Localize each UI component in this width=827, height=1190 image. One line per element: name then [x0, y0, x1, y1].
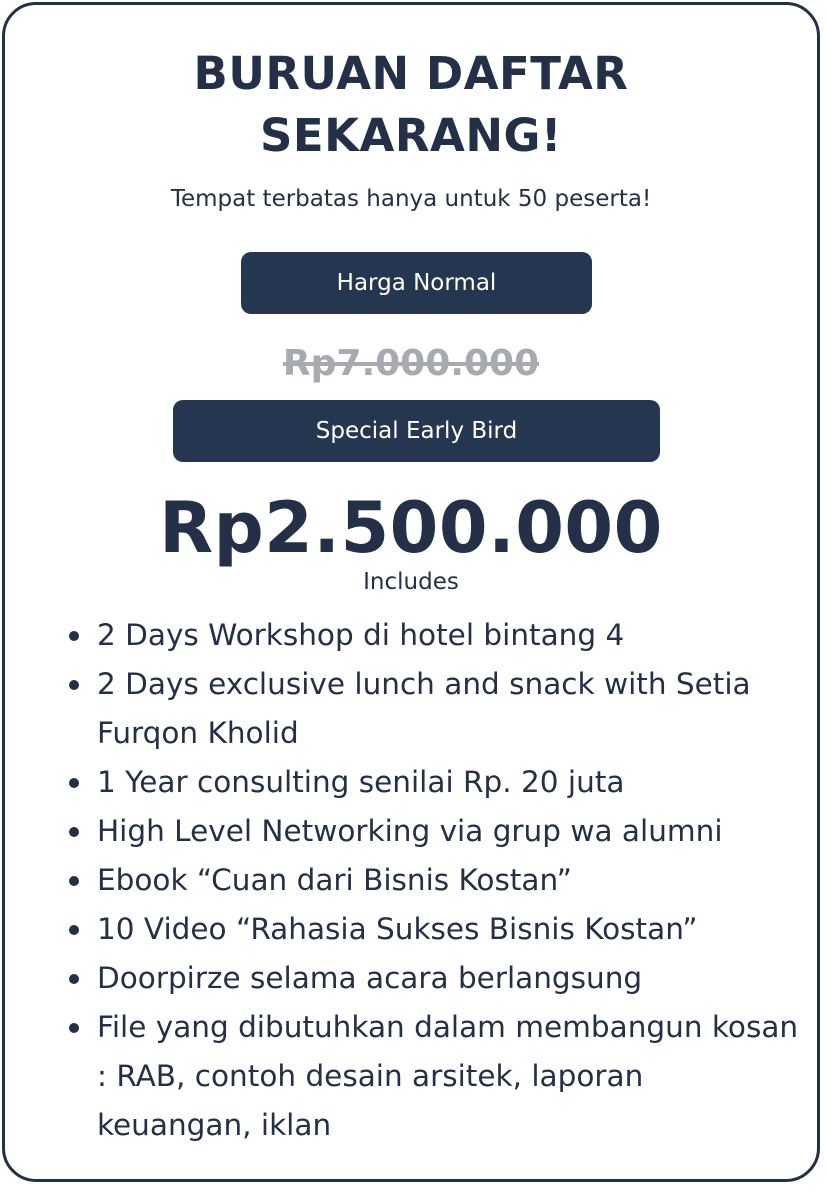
- includes-label: Includes: [363, 569, 459, 595]
- feature-text: 2 Days Workshop di hotel bintang 4: [97, 618, 625, 652]
- headline-line-1: BURUAN DAFTAR: [193, 47, 629, 100]
- feature-text: 2 Days exclusive lunch and snack with Setia Furqon Kholid: [97, 667, 751, 750]
- bullet-icon: [69, 827, 79, 837]
- page-title: [5, 43, 817, 167]
- list-item: [5, 905, 805, 954]
- feature-text: Ebook “Cuan dari Bisnis Kostan”: [97, 863, 572, 897]
- bullet-icon: [69, 631, 79, 641]
- bullet-icon: [69, 778, 79, 788]
- list-item: [5, 1003, 805, 1150]
- feature-text: Doorpirze selama acara berlangsung: [97, 961, 643, 995]
- early-bird-price: Rp2.500.000: [159, 487, 663, 569]
- pricing-card: [2, 2, 820, 1182]
- list-item: [5, 611, 805, 660]
- bullet-icon: [69, 925, 79, 935]
- list-item: [5, 954, 805, 1003]
- normal-price: Rp7.000.000: [282, 343, 540, 384]
- feature-text: File yang dibutuhkan dalam membangun kosan : RAB, contoh desain arsitek, laporan keuangan, iklan: [97, 1010, 799, 1142]
- subtitle: Tempat terbatas hanya untuk 50 peserta!: [170, 186, 652, 212]
- feature-text: 10 Video “Rahasia Sukses Bisnis Kostan”: [97, 912, 698, 946]
- feature-text: 1 Year consulting senilai Rp. 20 juta: [97, 765, 625, 799]
- bullet-icon: [69, 680, 79, 690]
- bullet-icon: [69, 974, 79, 984]
- bullet-icon: [69, 1023, 79, 1033]
- bullet-icon: [69, 876, 79, 886]
- headline-line-2: SEKARANG!: [260, 109, 562, 162]
- list-item: [5, 758, 805, 807]
- feature-text: High Level Networking via grup wa alumni: [97, 814, 723, 848]
- list-item: [5, 660, 805, 758]
- list-item: [5, 807, 805, 856]
- list-item: [5, 856, 805, 905]
- normal-price-button[interactable]: Harga Normal: [241, 252, 592, 314]
- features-list: [5, 611, 805, 1150]
- early-bird-button[interactable]: Special Early Bird: [173, 400, 660, 462]
